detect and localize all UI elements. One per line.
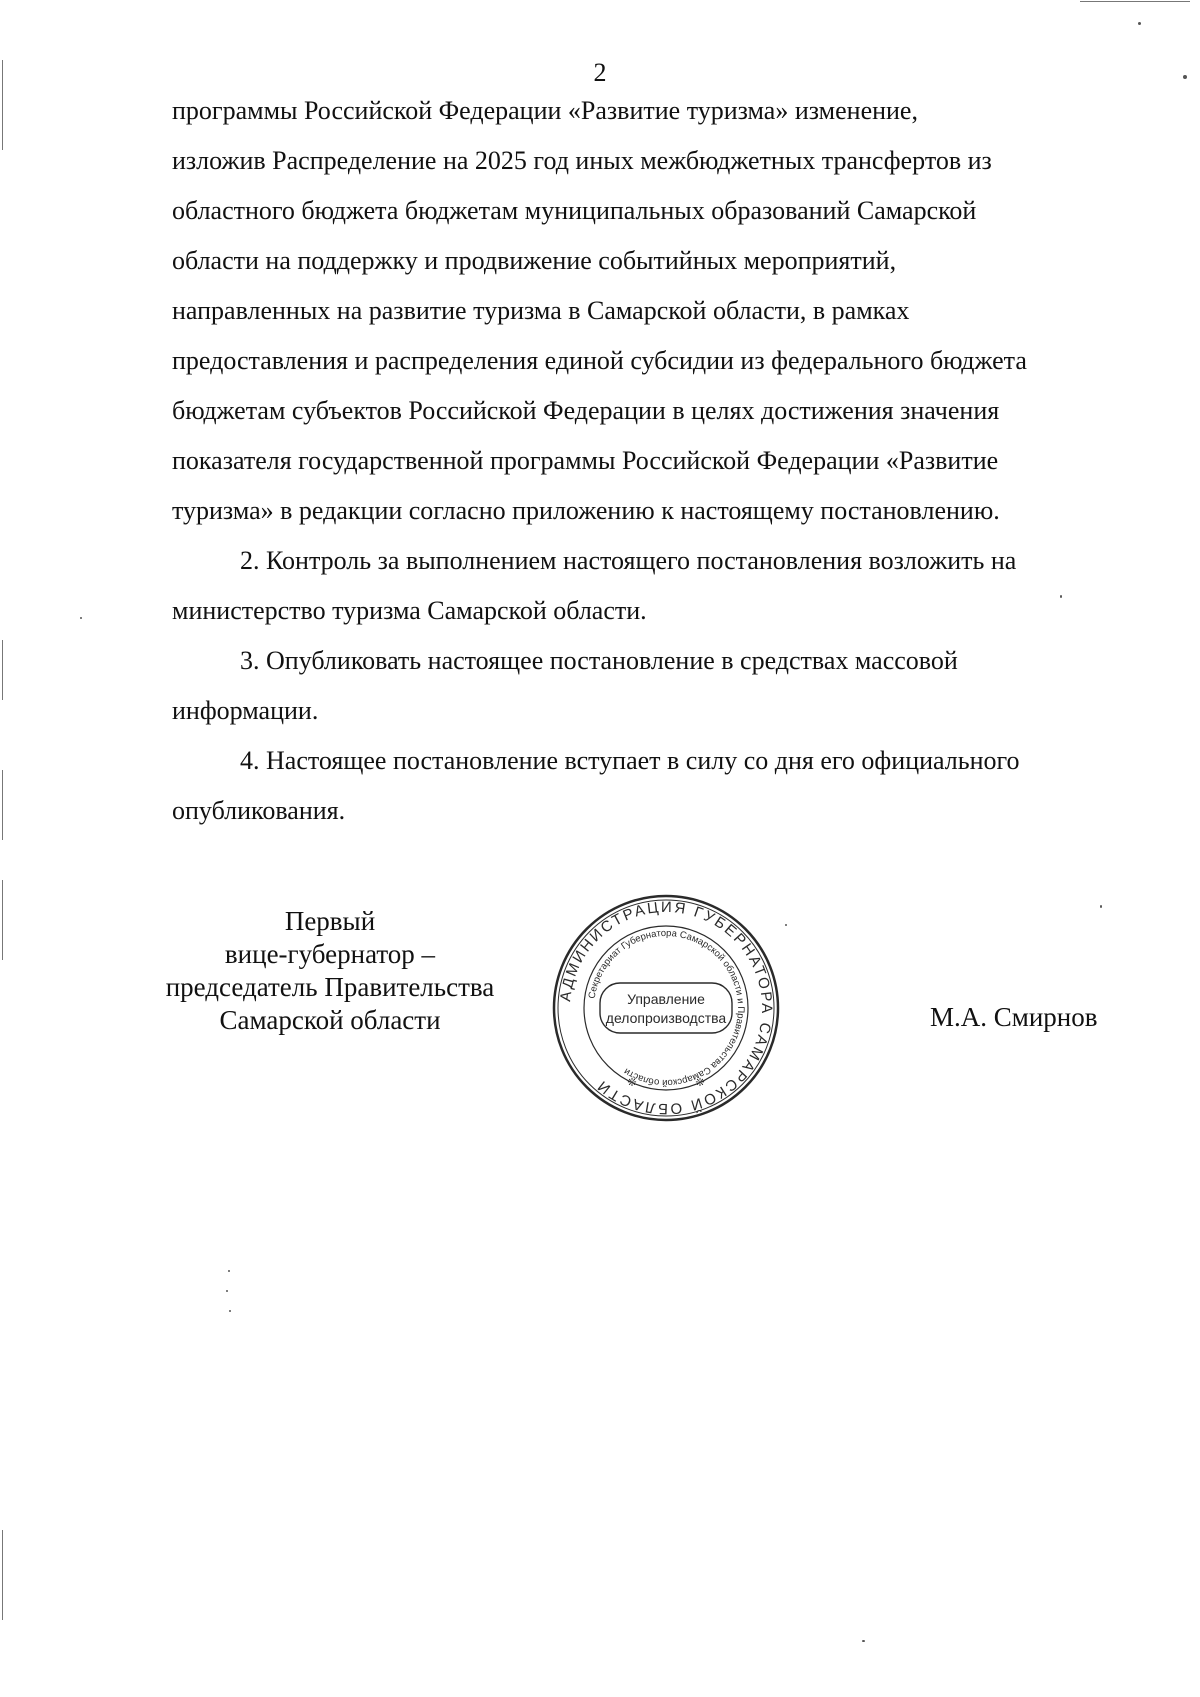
- seal-graphic: [548, 890, 784, 1126]
- body-line: областного бюджета бюджетам муниципальных образований Самарской: [172, 196, 977, 225]
- scan-edge-mark: [2, 770, 3, 840]
- document-body: [172, 86, 1130, 836]
- scan-speck: [226, 1290, 228, 1292]
- paragraph-3-line: информации.: [172, 696, 319, 725]
- position-line: вице-губернатор –: [224, 939, 436, 969]
- seal-center-line-2: делопроизводства: [605, 1010, 727, 1026]
- body-line: показателя государственной программы Российской Федерации «Развитие: [172, 446, 999, 475]
- scan-edge-mark: [2, 640, 3, 700]
- paragraph-2-line: министерство туризма Самарской области.: [172, 596, 647, 625]
- body-line: туризма» в редакции согласно приложению к настоящему постановлению.: [172, 496, 1000, 525]
- position-line: Первый: [284, 906, 376, 936]
- body-line: направленных на развитие туризма в Самарской области, в рамках: [172, 296, 910, 325]
- paragraph-4-line: 4. Настоящее постановление вступает в силу со дня его официального: [240, 746, 1020, 775]
- position-line: председатель Правительства: [165, 972, 495, 1002]
- seal-center-line-1: Управление: [627, 991, 705, 1007]
- scan-speck: [785, 924, 787, 926]
- paragraph-4-line: опубликования.: [172, 796, 346, 825]
- seal-inner-ring-text: Секретариат Губернатора Самарской области и Правительства Самарской области: [586, 927, 747, 1089]
- scan-speck: [228, 1270, 230, 1272]
- body-line: предоставления и распределения единой субсидии из федерального бюджета: [172, 346, 1027, 375]
- scan-speck: [1060, 595, 1062, 598]
- seal-star-icon: ❊: [627, 1077, 637, 1089]
- signatory-position: [140, 905, 520, 1037]
- scan-edge-mark: [2, 880, 3, 960]
- scan-speck: [862, 1640, 865, 1642]
- scan-speck: [1100, 905, 1102, 908]
- position-line: Самарской области: [219, 1005, 441, 1035]
- body-line: программы Российской Федерации «Развитие туризма» изменение,: [172, 96, 918, 125]
- scan-speck: [1138, 22, 1141, 25]
- seal-star-icon: ❊: [695, 1077, 705, 1089]
- paragraph-2-line: 2. Контроль за выполнением настоящего постановления возложить на: [240, 546, 1017, 575]
- scan-speck: [80, 617, 82, 619]
- scan-edge-mark: [2, 60, 3, 150]
- seal-outer-text: АДМИНИСТРАЦИЯ ГУБЕРНАТОРА САМАРСКОЙ ОБЛАСТИ: [557, 898, 776, 1118]
- official-seal-stamp: [548, 890, 784, 1126]
- scan-speck: [229, 1310, 231, 1312]
- body-line: бюджетам субъектов Российской Федерации в целях достижения значения: [172, 396, 1000, 425]
- signatory-name: М.А. Смирнов: [930, 1002, 1098, 1032]
- page-number: 2: [593, 58, 607, 87]
- body-line: области на поддержку и продвижение событийных мероприятий,: [172, 246, 897, 275]
- paragraph-3-line: 3. Опубликовать настоящее постановление в средствах массовой: [240, 646, 958, 675]
- scan-speck: [1183, 75, 1187, 79]
- body-line: изложив Распределение на 2025 год иных межбюджетных трансфертов из: [172, 146, 992, 175]
- scan-edge-mark: [1080, 1, 1190, 2]
- scan-edge-mark: [2, 1530, 3, 1620]
- seal-middle-ring: [584, 926, 748, 1090]
